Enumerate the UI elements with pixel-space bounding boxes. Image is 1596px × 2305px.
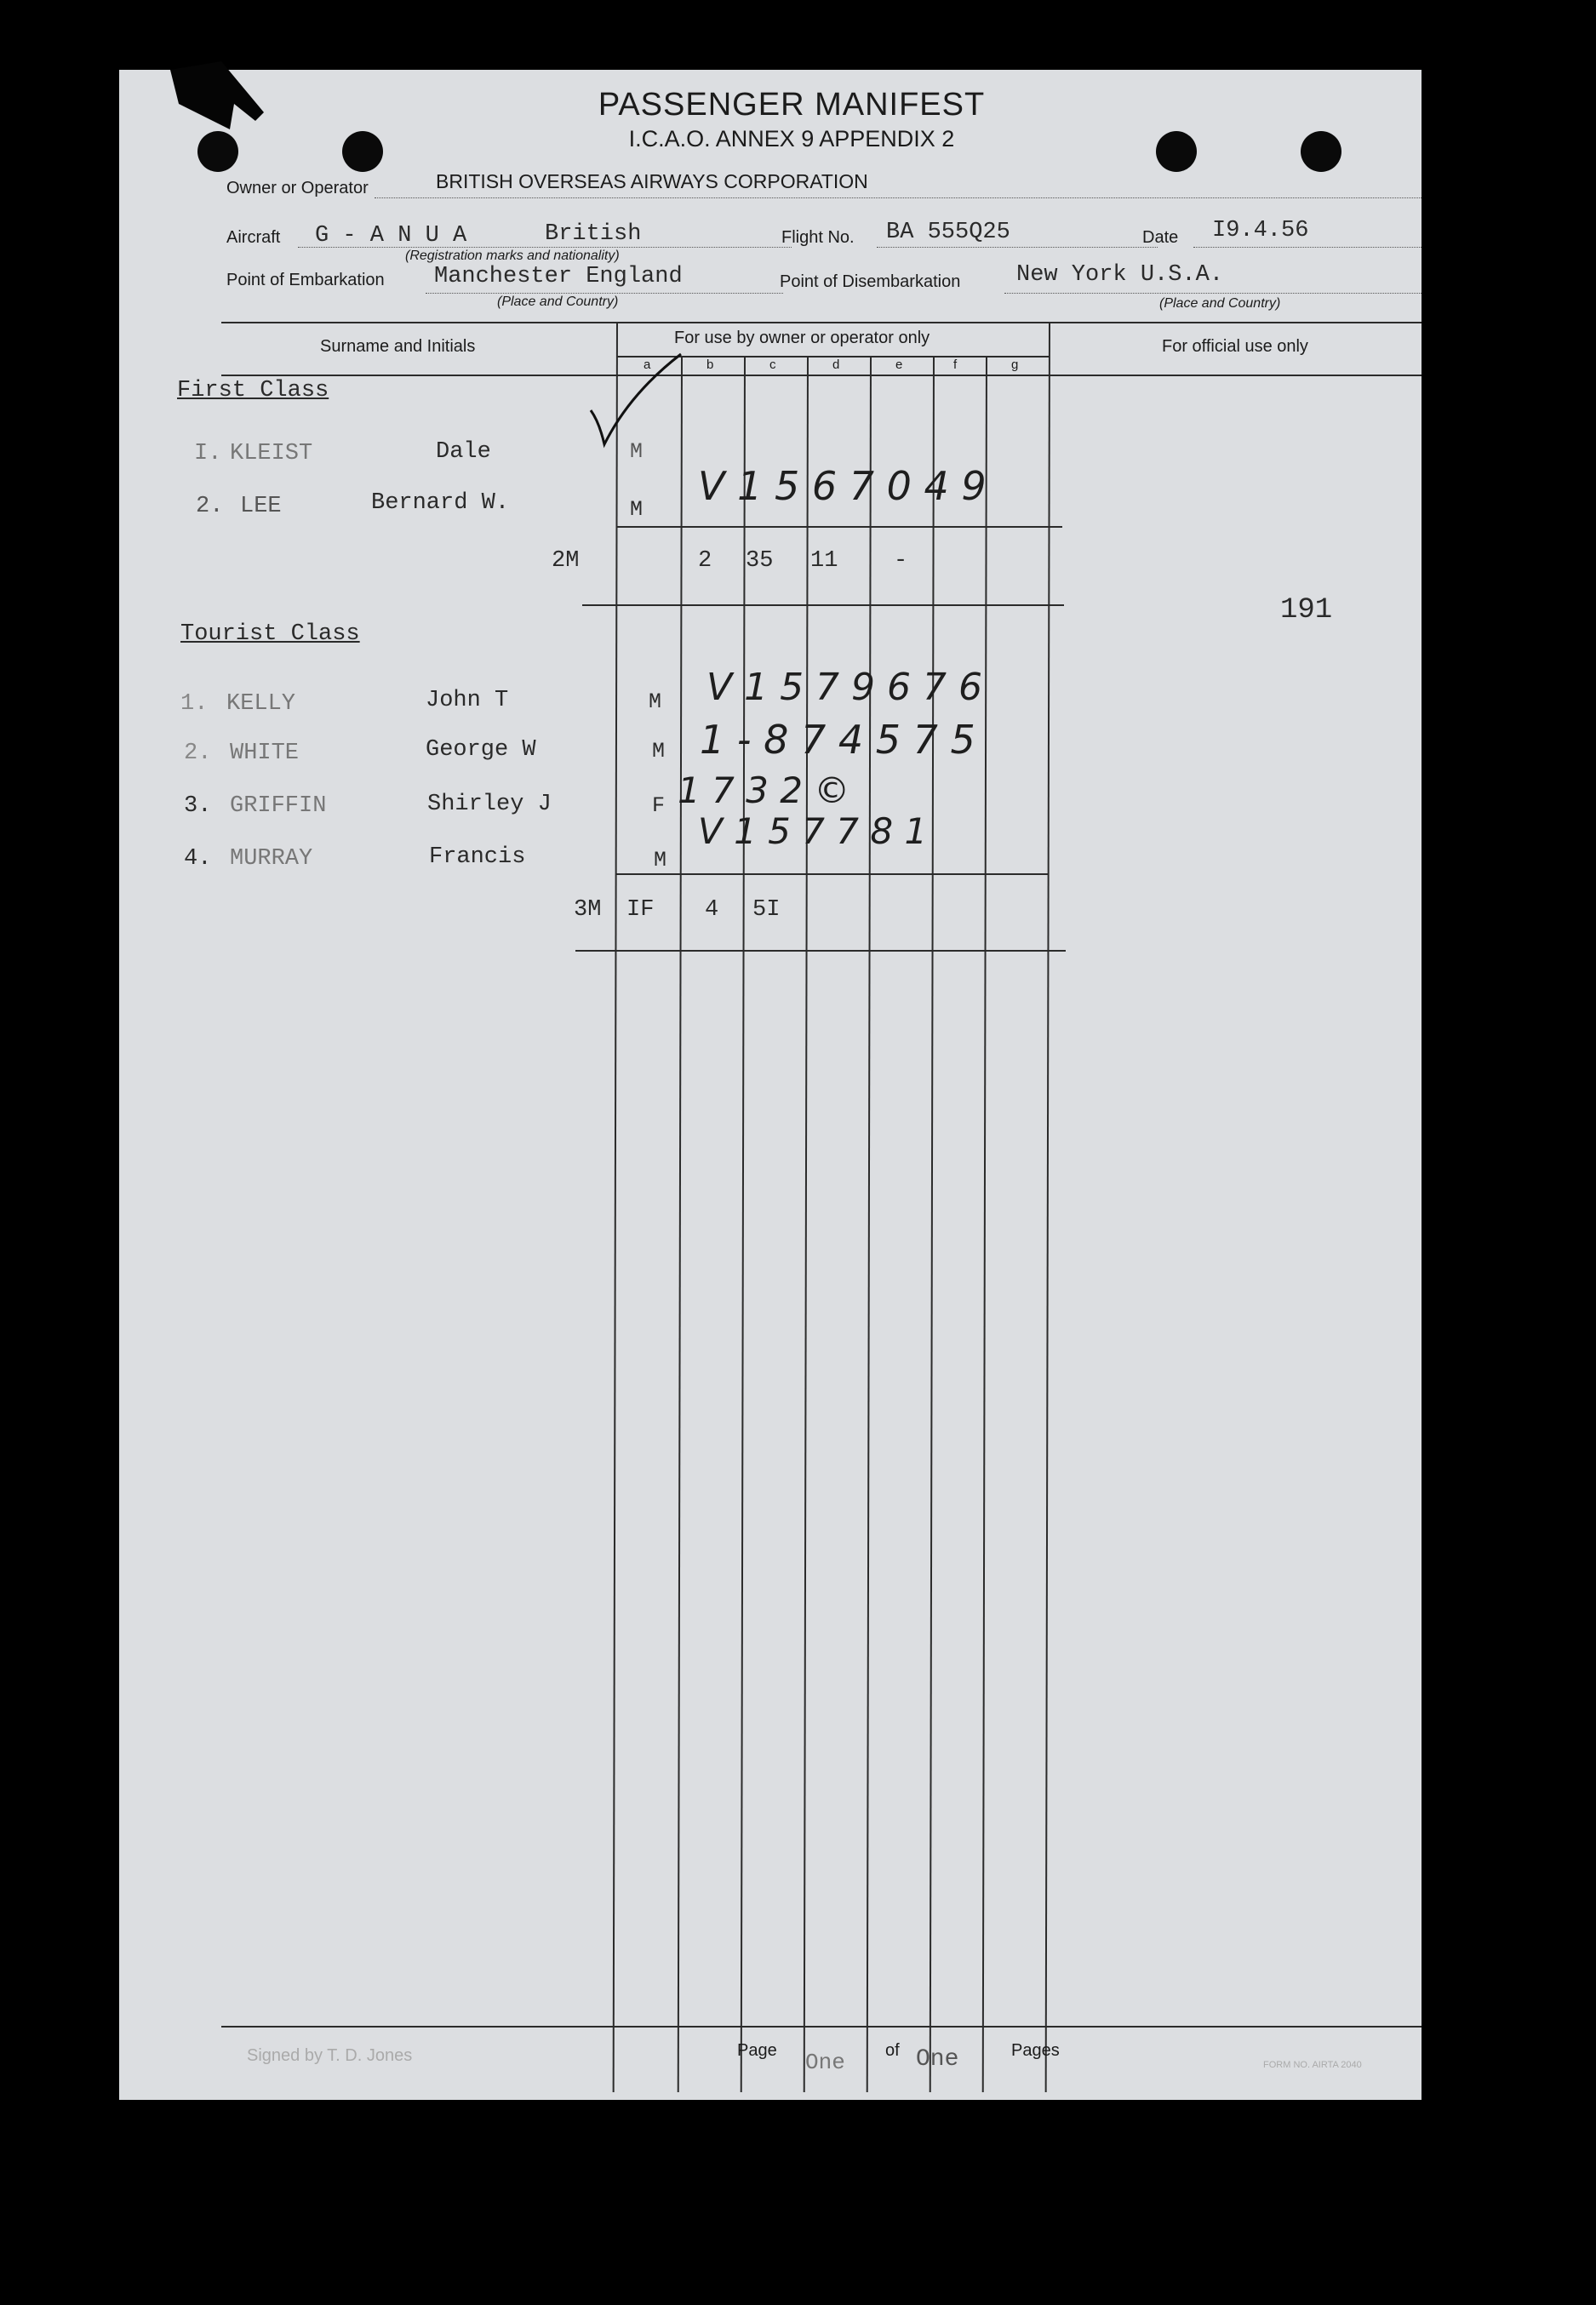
passenger-sex: M <box>652 739 666 764</box>
passenger-number: 2. <box>196 494 224 519</box>
col-label-d: d <box>832 357 840 372</box>
date-label: Date <box>1142 228 1179 247</box>
col-label-b: b <box>706 357 714 372</box>
first-class-summary-c: 35 <box>746 548 774 574</box>
pages-label: Pages <box>1011 2041 1060 2060</box>
embarkation-value: Manchester England <box>434 264 683 289</box>
manifest-sheet <box>119 70 1422 2100</box>
passenger-name: Dale <box>436 439 491 465</box>
page-label: Page <box>737 2041 777 2060</box>
first-class-summary-b: 2 <box>698 548 712 574</box>
col-divider-g <box>982 356 987 2092</box>
page-title: PASSENGER MANIFEST <box>598 87 986 123</box>
table-top-rule <box>221 322 1422 323</box>
col-divider-official <box>1045 322 1050 2092</box>
passenger-surname: WHITE <box>230 741 300 766</box>
aircraft-line <box>298 247 792 248</box>
col-label-a: a <box>644 357 651 372</box>
tourist-class-summary-c: 5I <box>752 897 781 923</box>
col-divider-a <box>613 322 618 2092</box>
page-subtitle: I.C.A.O. ANNEX 9 APPENDIX 2 <box>628 126 955 152</box>
disembarkation-value: New York U.S.A. <box>1016 262 1224 288</box>
tourist-class-summary-a: IF <box>626 897 655 923</box>
passenger-number: 1. <box>180 691 209 717</box>
official-use-header: For official use only <box>1162 337 1308 356</box>
visa-number-griffin: 1 7 3 2 © <box>678 769 850 811</box>
of-label: of <box>885 2041 900 2060</box>
passenger-sex: M <box>630 439 644 464</box>
col-label-e: e <box>895 357 903 372</box>
tourist-class-summary-label: 3M <box>574 897 602 923</box>
passenger-number: 2. <box>184 741 212 766</box>
aircraft-nationality: British <box>545 221 642 247</box>
footer-rule <box>221 2026 1422 2028</box>
embarkation-label: Point of Embarkation <box>226 271 385 289</box>
col-label-c: c <box>769 357 776 372</box>
owner-line <box>375 197 1422 198</box>
of-value: One <box>916 2046 959 2073</box>
embarkation-caption: (Place and Country) <box>497 295 619 309</box>
col-divider-b <box>678 356 683 2092</box>
embarkation-line <box>426 293 783 294</box>
aircraft-label: Aircraft <box>226 228 281 247</box>
passenger-sex: M <box>654 848 667 872</box>
date-line <box>1193 247 1422 248</box>
disembarkation-line <box>1004 293 1422 294</box>
col-divider-f <box>930 356 935 2092</box>
page-value: One <box>805 2050 845 2075</box>
passenger-sex: M <box>630 497 644 522</box>
passenger-name: George W <box>426 737 536 763</box>
passenger-name: John T <box>426 688 509 713</box>
first-class-summary-d: 11 <box>810 548 838 574</box>
col-label-g: g <box>1011 357 1019 372</box>
tourist-class-total-rule <box>575 950 1066 952</box>
col-label-f: f <box>953 357 958 372</box>
first-class-subrule <box>616 526 1062 528</box>
surname-column-header: Surname and Initials <box>320 337 476 356</box>
owner-use-header: For use by owner or operator only <box>674 329 930 347</box>
passenger-number: 3. <box>184 793 212 819</box>
passenger-name: Bernard W. <box>371 490 510 516</box>
disembarkation-label: Point of Disembarkation <box>780 272 961 291</box>
flight-value: BA 555Q25 <box>886 220 1010 245</box>
passenger-number: 4. <box>184 846 212 872</box>
first-class-heading: First Class <box>177 378 329 403</box>
tourist-class-heading: Tourist Class <box>180 621 360 647</box>
passenger-surname: MURRAY <box>230 846 313 872</box>
official-number: 191 <box>1280 594 1333 626</box>
col-divider-e <box>867 356 872 2092</box>
flight-line <box>877 247 1158 248</box>
passenger-number: I. <box>194 441 222 466</box>
visa-number-lee: V 1 5 6 7 0 4 9 <box>698 463 987 509</box>
aircraft-caption: (Registration marks and nationality) <box>405 249 620 263</box>
col-divider-d <box>804 356 809 2092</box>
first-class-summary-e: - <box>894 548 908 574</box>
table-header-rule <box>221 375 1422 376</box>
tourist-class-summary-b: 4 <box>705 897 719 923</box>
visa-number-murray: V 1 5 7 7 8 1 <box>698 810 928 852</box>
passenger-name: Shirley J <box>427 792 552 817</box>
passenger-surname: LEE <box>240 494 282 519</box>
date-value: I9.4.56 <box>1212 218 1309 243</box>
passenger-name: Francis <box>429 844 526 870</box>
tourist-class-subrule <box>616 873 1049 875</box>
passenger-surname: KELLY <box>226 691 296 717</box>
checkmark-icon <box>587 351 689 461</box>
form-number: FORM NO. AIRTA 2040 <box>1263 2060 1362 2070</box>
signed-by: Signed by T. D. Jones <box>247 2046 413 2065</box>
aircraft-value: G - A N U A <box>315 223 467 249</box>
passenger-sex: M <box>649 689 662 714</box>
col-divider-c <box>741 356 746 2092</box>
owner-value: BRITISH OVERSEAS AIRWAYS CORPORATION <box>436 170 868 192</box>
disembarkation-caption: (Place and Country) <box>1159 296 1281 311</box>
visa-number-white: 1 - 8 7 4 5 7 5 <box>700 717 975 763</box>
passenger-surname: GRIFFIN <box>230 793 327 819</box>
passenger-surname: KLEIST <box>230 441 313 466</box>
flight-label: Flight No. <box>781 228 855 247</box>
visa-number-kelly: V 1 5 7 9 6 7 6 <box>706 666 982 709</box>
passenger-sex: F <box>652 793 666 818</box>
owner-label: Owner or Operator <box>226 179 369 197</box>
first-class-total-rule <box>582 604 1064 606</box>
first-class-summary-label: 2M <box>552 548 580 574</box>
